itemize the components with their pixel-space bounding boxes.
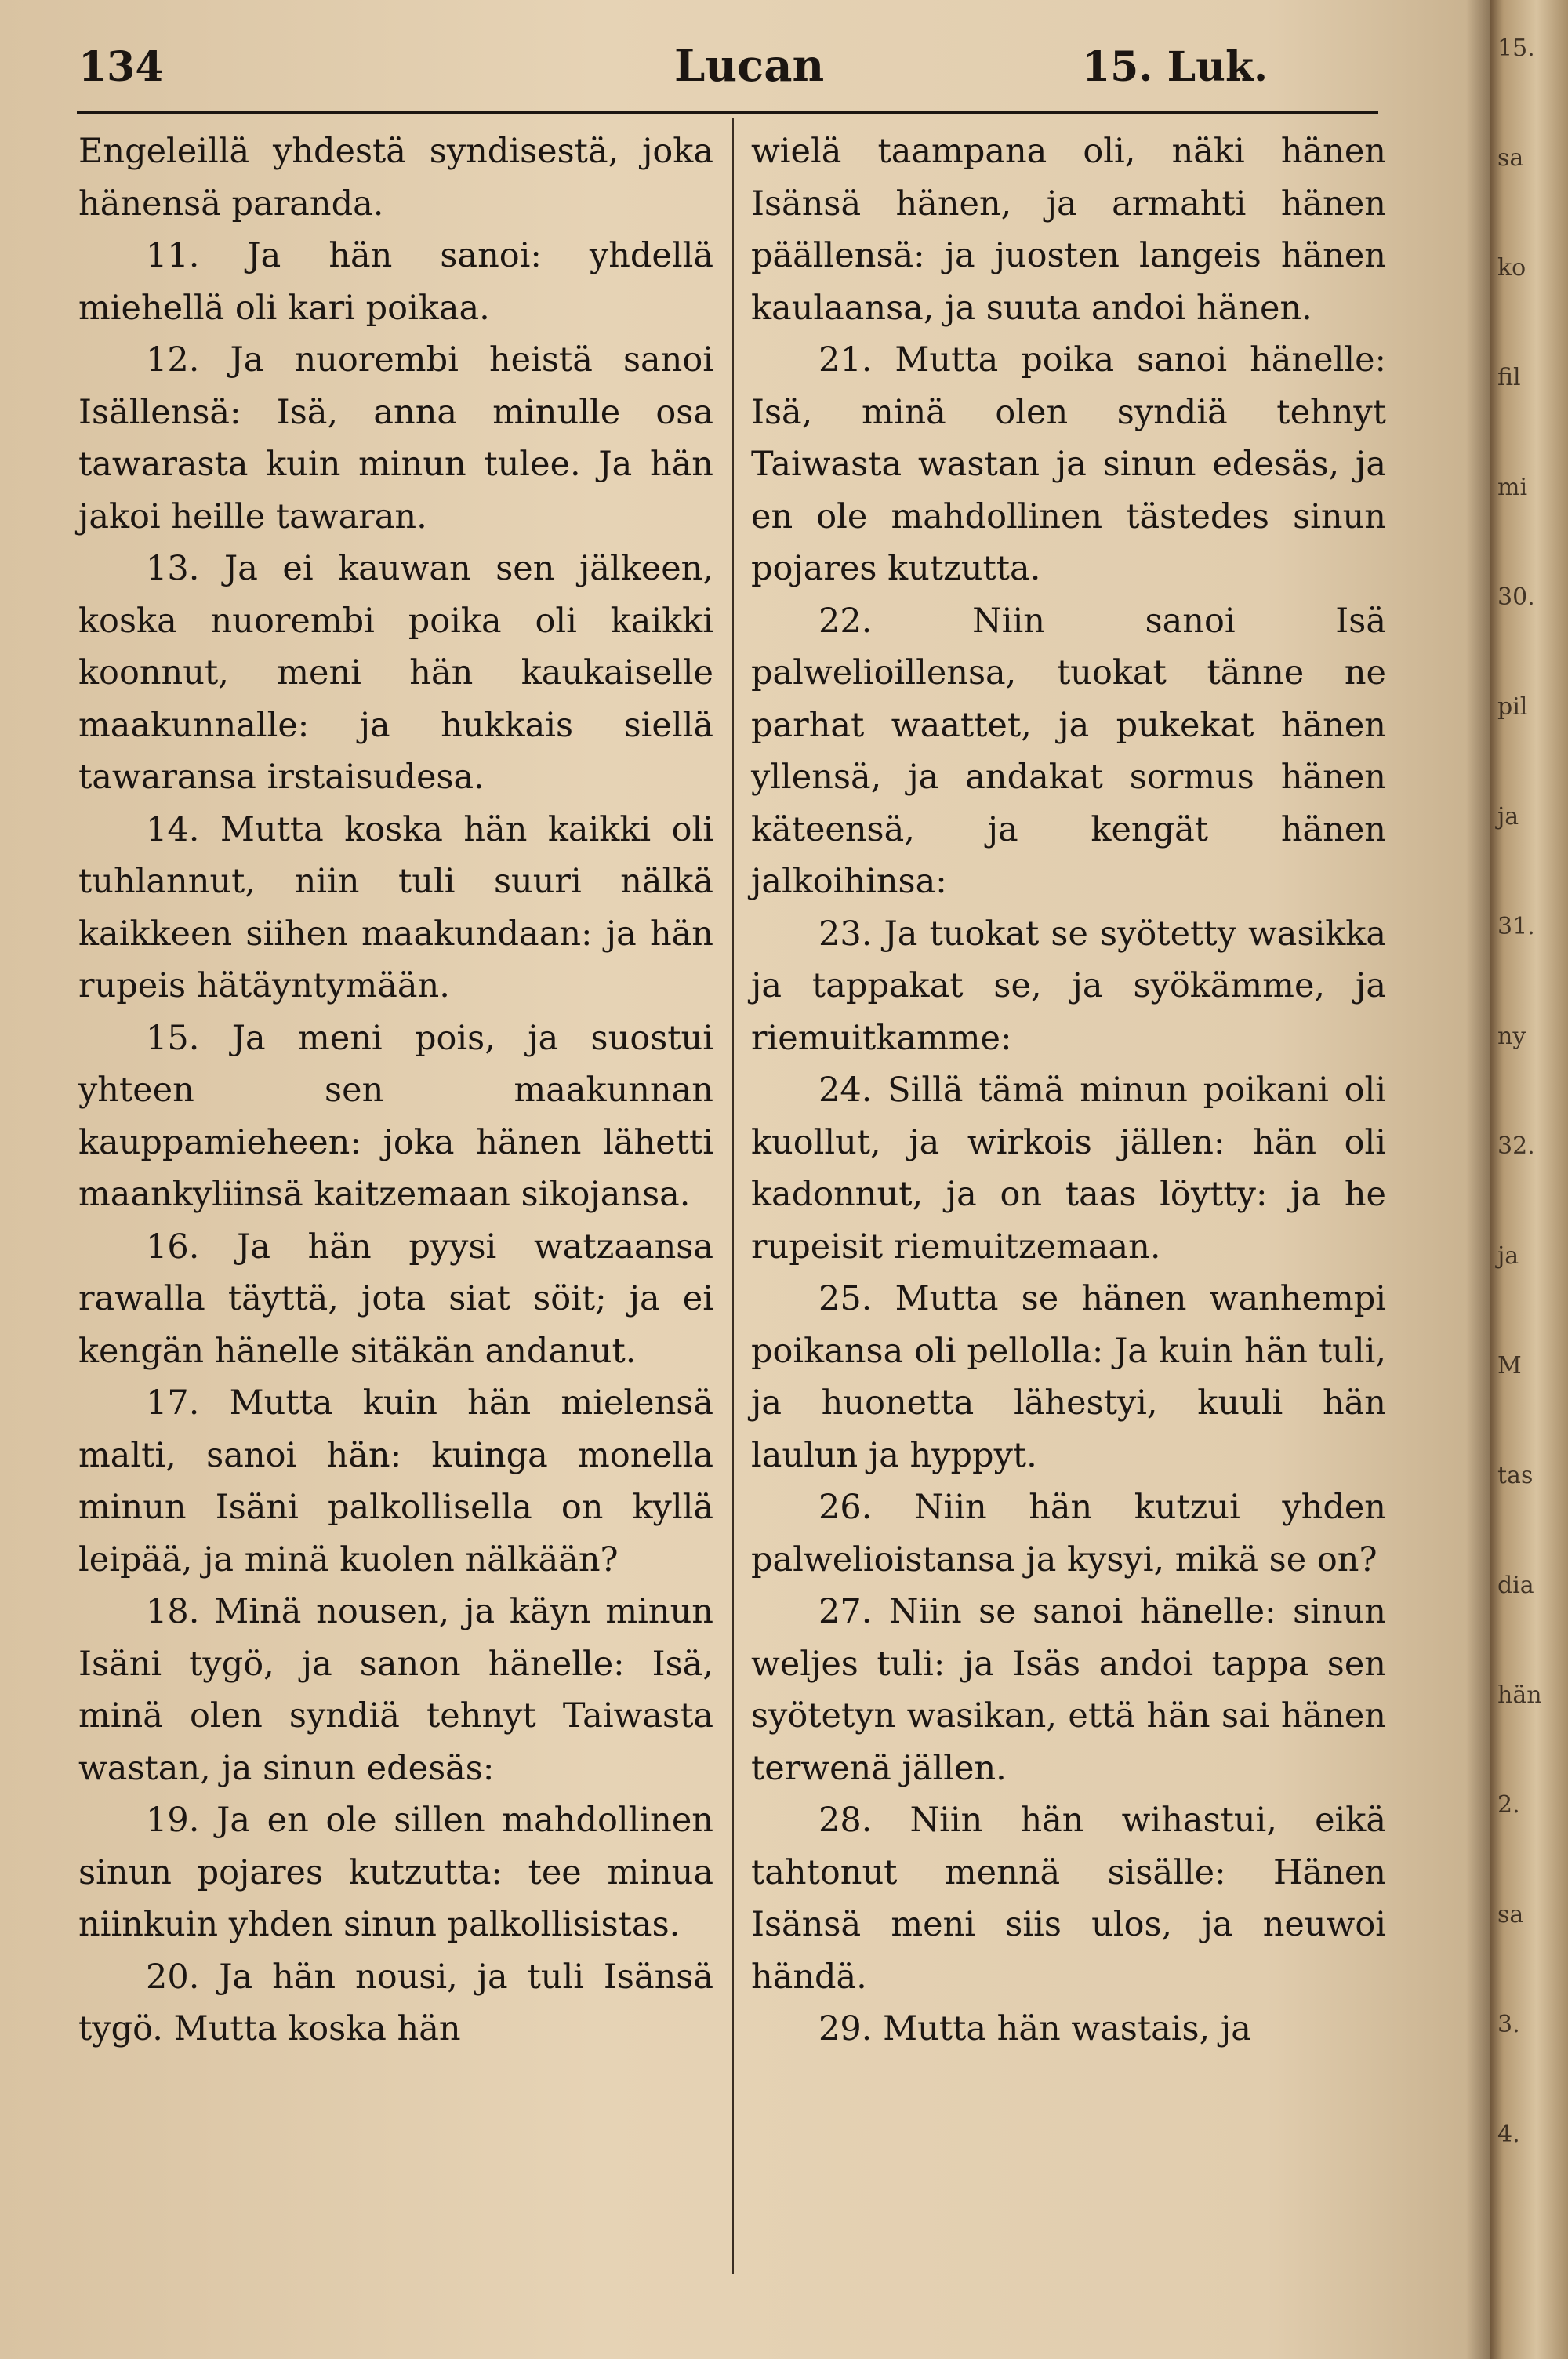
verse-text: Niin se sanoi hänelle: sinun weljes tuli: ja Isäs andoi tappa sen syötetyn wasikan, että hän sai hänen terwenä jällen. bbox=[751, 1592, 1386, 1788]
right-column bbox=[751, 125, 1386, 2055]
verse bbox=[78, 125, 713, 230]
verse-text: Ja hän pyysi watzaansa rawalla täyttä, jota siat söit; ja ei kengän hänelle sitäkän andanut. bbox=[78, 1227, 713, 1371]
verse-number: 11. bbox=[146, 236, 200, 275]
verse-number: 28. bbox=[818, 1801, 873, 1840]
edge-fragment: M bbox=[1497, 1352, 1522, 1379]
edge-fragment: dia bbox=[1497, 1572, 1534, 1599]
verse bbox=[78, 804, 713, 1012]
verse-text: Ja nuorembi heistä sanoi Isällensä: Isä, anna minulle osa tawarasta kuin minun tulee. Ja hän jakoi heille tawaran. bbox=[78, 340, 713, 536]
verse bbox=[751, 1064, 1386, 1273]
edge-fragment: 32. bbox=[1497, 1132, 1535, 1160]
page-number: 134 bbox=[78, 43, 164, 91]
edge-fragment: tas bbox=[1497, 1462, 1534, 1489]
adjacent-page-edge bbox=[1490, 0, 1568, 2359]
column-divider bbox=[732, 118, 734, 2274]
verse-number: 23. bbox=[818, 914, 873, 954]
edge-fragment: ko bbox=[1497, 254, 1526, 282]
verse bbox=[751, 1586, 1386, 1794]
edge-fragment: pil bbox=[1497, 693, 1528, 721]
verse bbox=[751, 334, 1386, 595]
edge-fragment: ny bbox=[1497, 1023, 1526, 1050]
verse-number: 18. bbox=[146, 1592, 200, 1631]
verse-text: Mutta se hänen wanhempi poikansa oli pellolla: Ja kuin hän tuli, ja huonetta lähestyi, kuuli hän laulun ja hyppyt. bbox=[751, 1279, 1386, 1475]
verse-number: 12. bbox=[146, 340, 200, 380]
verse bbox=[751, 125, 1386, 334]
verse-text: Ja tuokat se syötetty wasikka ja tappakat se, ja syökämme, ja riemuitkamme: bbox=[751, 914, 1386, 1058]
verse bbox=[751, 1273, 1386, 1481]
verse-number: 27. bbox=[818, 1592, 873, 1631]
verse-number: 25. bbox=[818, 1279, 873, 1318]
chapter-label: 15. Luk. bbox=[1082, 43, 1269, 91]
verse-text: Mutta hän wastais, ja bbox=[883, 2009, 1251, 2048]
verse bbox=[751, 2003, 1386, 2055]
edge-fragment: 2. bbox=[1497, 1791, 1520, 1819]
verse bbox=[751, 595, 1386, 908]
verse-text: wielä taampana oli, näki hänen Isänsä hänen, ja armahti hänen päällensä: ja juosten langeis hänen kaulaansa, ja suuta andoi hänen. bbox=[751, 132, 1386, 328]
verse-text: Mutta poika sanoi hänelle: Isä, minä olen syndiä tehnyt Taiwasta wastan ja sinun edesäs, ja en ole mahdollinen tästedes sinun pojares kutzutta. bbox=[751, 340, 1387, 588]
verse bbox=[751, 1794, 1386, 2003]
edge-fragment: ja bbox=[1497, 1242, 1519, 1270]
verse bbox=[78, 543, 713, 804]
verse bbox=[751, 908, 1386, 1065]
verse bbox=[78, 1951, 713, 2055]
verse-text: Mutta koska hän kaikki oli tuhlannut, niin tuli suuri nälkä kaikkeen siihen maakundaan: ja hän rupeis hätäyntymään. bbox=[78, 809, 713, 1005]
verse bbox=[78, 1012, 713, 1221]
verse-number: 16. bbox=[146, 1227, 200, 1267]
edge-fragment: sa bbox=[1497, 144, 1524, 172]
edge-fragment: 15. bbox=[1497, 35, 1535, 62]
verse-text: Ja hän sanoi: yhdellä miehellä oli kari poikaa. bbox=[78, 236, 714, 328]
edge-fragment: fil bbox=[1497, 364, 1521, 391]
verse-number: 21. bbox=[818, 340, 873, 380]
verse-text: Niin hän kutzui yhden palwelioistansa ja kysyi, mikä se on? bbox=[751, 1488, 1387, 1579]
header-rule bbox=[77, 111, 1378, 114]
edge-fragment: ja bbox=[1497, 803, 1519, 831]
verse-number: 14. bbox=[146, 809, 200, 849]
verse-number: 29. bbox=[818, 2009, 873, 2048]
verse-text: Mutta kuin hän mielensä malti, sanoi hän: kuinga monella minun Isäni palkollisella on kyllä leipää, ja minä kuolen nälkään? bbox=[78, 1383, 714, 1579]
verse bbox=[751, 1481, 1386, 1586]
verse bbox=[78, 334, 713, 543]
edge-fragment: 3. bbox=[1497, 2011, 1520, 2038]
verse-text: Engeleillä yhdestä syndisestä, joka hänensä paranda. bbox=[78, 132, 713, 224]
verse-text: Ja ei kauwan sen jälkeen, koska nuorembi poika oli kaikki koonnut, meni hän kaukaiselle maakunnalle: ja hukkais siellä tawaransa irstaisudesa. bbox=[78, 549, 714, 797]
verse bbox=[78, 230, 713, 334]
verse-text: Ja en ole sillen mahdollinen sinun pojares kutzutta: tee minua niinkuin yhden sinun palkollisistas. bbox=[78, 1801, 713, 1944]
verse-number: 22. bbox=[818, 601, 873, 641]
verse bbox=[78, 1586, 713, 1794]
edge-fragment: sa bbox=[1497, 1901, 1524, 1928]
verse-number: 24. bbox=[818, 1070, 873, 1110]
verse-number: 26. bbox=[818, 1488, 873, 1527]
verse-text: Minä nousen, ja käyn minun Isäni tygö, ja sanon hänelle: Isä, minä olen syndiä tehnyt Taiwasta wastan, ja sinun edesäs: bbox=[78, 1592, 713, 1788]
verse-number: 13. bbox=[146, 549, 200, 588]
verse-text: Ja hän nousi, ja tuli Isänsä tygö. Mutta koska hän bbox=[78, 1957, 713, 2048]
verse-number: 20. bbox=[146, 1957, 200, 1997]
verse-text: Niin sanoi Isä palwelioillensa, tuokat tänne ne parhat waattet, ja pukekat hänen yllensä, ja andakat sormus hänen käteensä, ja kengät hänen jalkoihinsa: bbox=[751, 601, 1386, 901]
edge-fragment: hän bbox=[1497, 1681, 1542, 1709]
verse-number: 19. bbox=[146, 1801, 200, 1840]
verse-text: Sillä tämä minun poikani oli kuollut, ja wirkois jällen: hän oli kadonnut, ja on taas löytty: ja he rupeisit riemuitzemaan. bbox=[751, 1070, 1386, 1267]
verse-text: Niin hän wihastui, eikä tahtonut mennä sisälle: Hänen Isänsä meni siis ulos, ja neuwoi händä. bbox=[751, 1801, 1386, 1997]
edge-fragment: mi bbox=[1497, 474, 1528, 501]
verse-text: Ja meni pois, ja suostui yhteen sen maakunnan kauppamieheen: joka hänen lähetti maankyliinsä kaitzemaan sikojansa. bbox=[78, 1018, 714, 1214]
edge-fragment: 4. bbox=[1497, 2121, 1520, 2148]
edge-fragment: 31. bbox=[1497, 913, 1535, 940]
verse bbox=[78, 1794, 713, 1951]
verse bbox=[78, 1377, 713, 1586]
verse bbox=[78, 1221, 713, 1378]
edge-fragment: 30. bbox=[1497, 583, 1535, 611]
verse-number: 15. bbox=[146, 1018, 200, 1058]
page-header bbox=[78, 40, 1372, 106]
left-column bbox=[78, 125, 713, 2055]
running-title: Lucan bbox=[674, 40, 825, 92]
verse-number: 17. bbox=[146, 1383, 200, 1423]
